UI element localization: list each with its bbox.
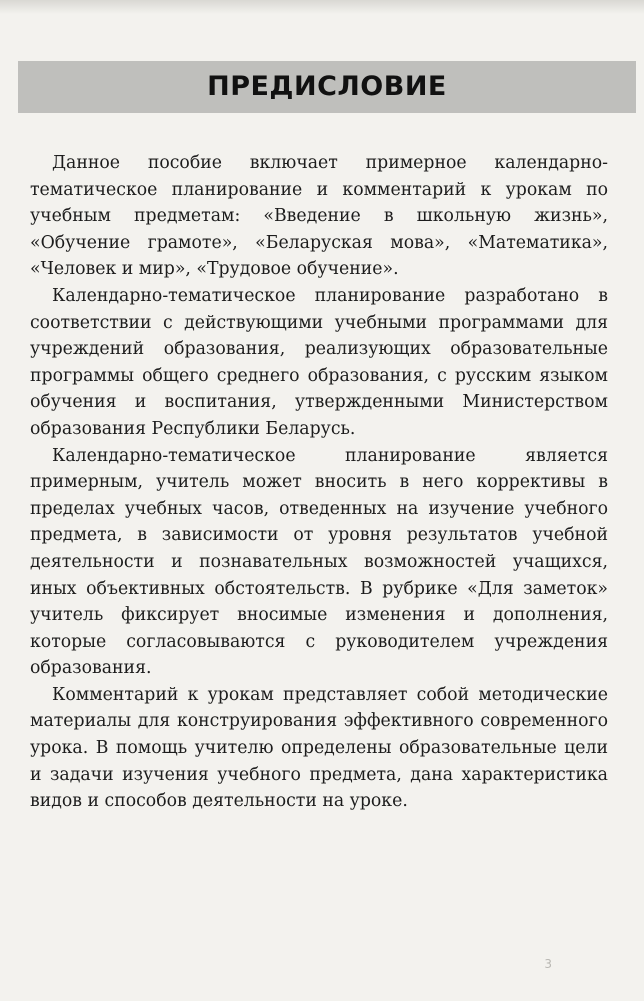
paragraph-3: Календарно-тематическое планирование является примерным, учитель может вносить в него коррективы в пределах учебных часов, отведенных на изучение учебного предмета, в зависимости от уровня результатов учебной деятельности и познавательных возможностей учащихся, иных объективных обстоятельств. В рубрике «Для заметок» учитель фиксирует вносимые изменения и дополнения, которые согласовываются с руководителем учреждения образования. [30,445,608,679]
page-number: 3 [544,957,552,971]
body-text [30,150,608,815]
paragraph-1: Данное пособие включает примерное календарно-тематическое планирование и комментарий к урокам по учебным предметам: «Введение в школьную жизнь», «Обучение грамоте», «Беларуская мова», «Математика», «Человек и мир», «Трудовое обучение». [30,153,608,280]
page-edge-shadow [0,0,644,14]
page-title: ПРЕДИСЛОВИЕ [207,71,447,102]
paragraph-2: Календарно-тематическое планирование разработано в соответствии с действующими учебными программами для учреждений образования, реализующих образовательные программы общего среднего образования, с русским языком обучения и воспитания, утвержденными Министерством образования Республики Беларусь. [30,285,608,439]
paragraph-4: Комментарий к урокам представляет собой методические материалы для конструирования эффективного современного урока. В помощь учителю определены образовательные цели и задачи изучения учебного предмета, дана характеристика видов и способов деятельности на уроке. [30,684,608,812]
